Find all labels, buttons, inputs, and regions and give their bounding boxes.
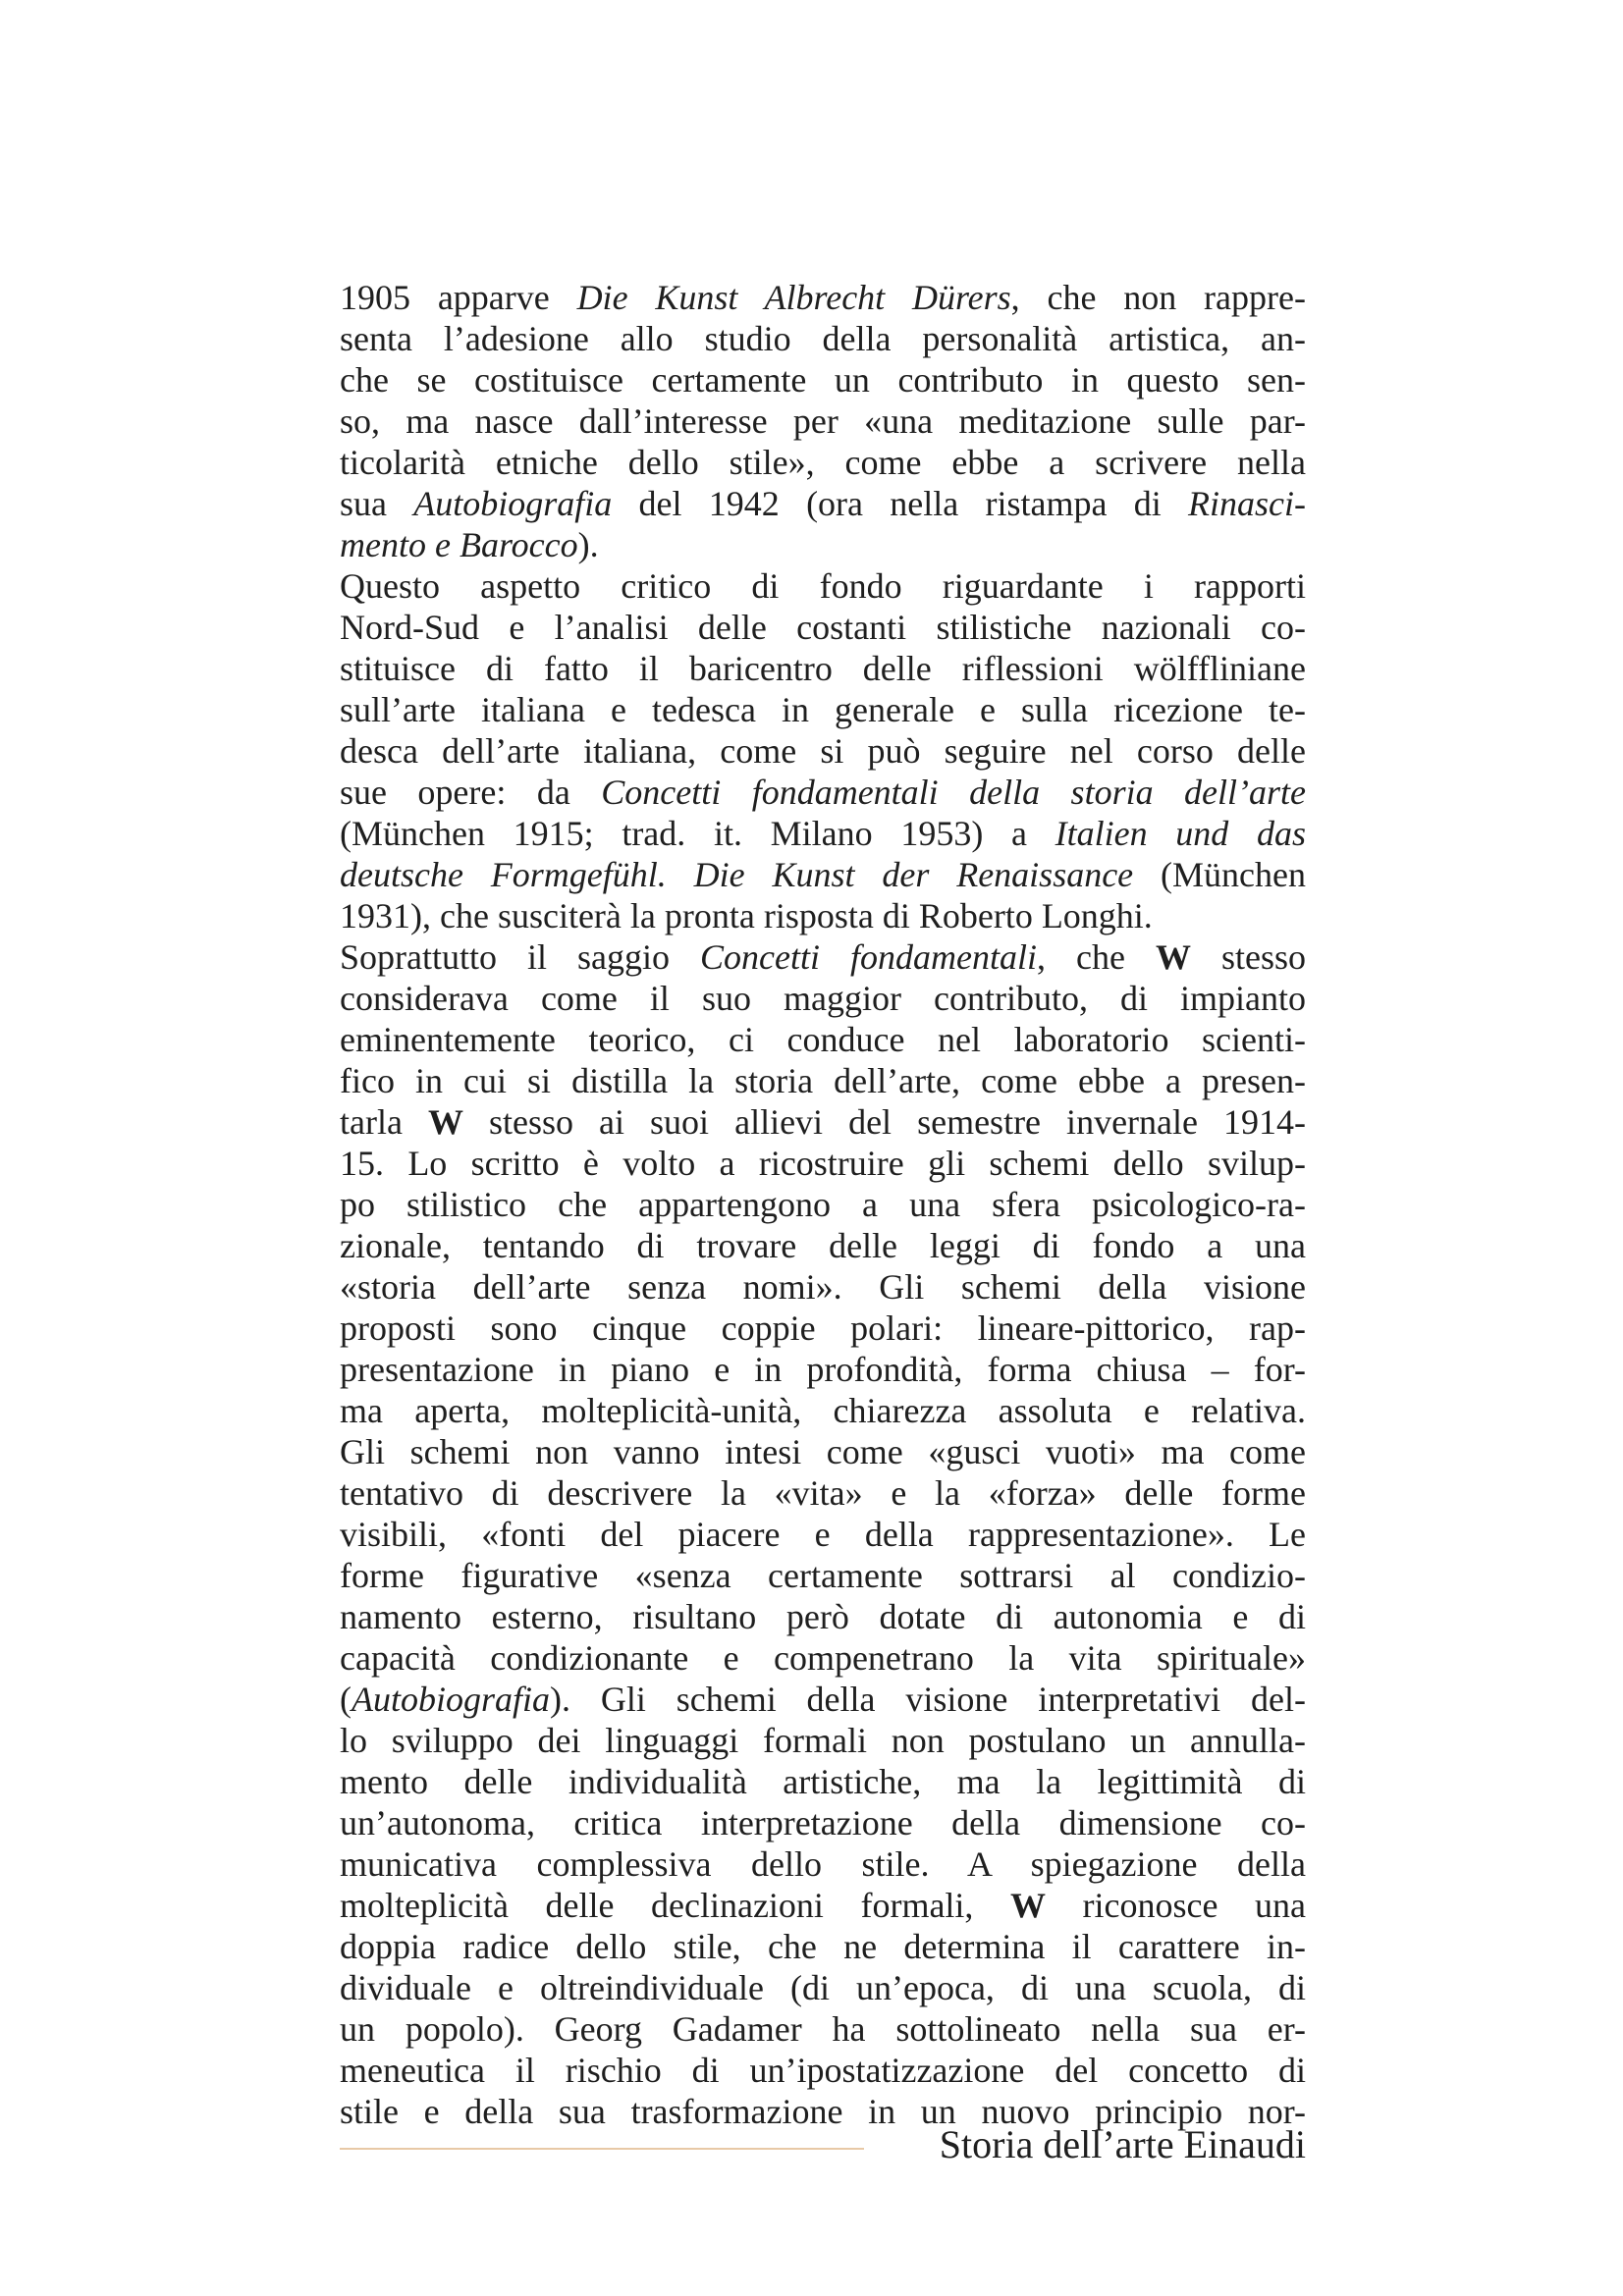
text-line [340,1720,1306,1761]
text-run: Nord-Sud e l’analisi delle costanti stilistiche nazionali co- [340,608,1306,647]
text-run: po stilistico che appartengono a una sfera psicologico-ra- [340,1185,1306,1224]
text-line [340,1843,1306,1885]
text-line [340,1967,1306,2008]
text-run: stile e della sua trasformazione in un nuovo principio nor- [340,2092,1306,2131]
text-line [340,1143,1306,1184]
text-line [340,524,1306,565]
text-run: ( [340,1680,352,1719]
italic-title: mento e Barocco [340,525,578,564]
text-line [340,978,1306,1019]
text-run: dividuale e oltreindividuale (di un’epoca, di una scuola, di [340,1968,1306,2007]
body-text [340,277,1306,2132]
text-line [340,318,1306,359]
text-run: capacità condizionante e compenetrano la vita spirituale» [340,1638,1306,1678]
text-line [340,1390,1306,1431]
text-run: ticolarità etniche dello stile», come ebbe a scrivere nella [340,443,1306,482]
text-run: so, ma nasce dall’interesse per «una meditazione sulle par- [340,401,1306,441]
italic-title: Concetti fondamentali della storia dell’arte [601,773,1306,812]
text-run: eminentemente teorico, ci conduce nel laboratorio scienti- [340,1020,1306,1059]
italic-title: Autobiografia [352,1680,551,1719]
text-run: , che [1036,937,1156,977]
text-run: un popolo). Georg Gadamer ha sottolineato nella sua er- [340,2009,1306,2049]
text-line [340,359,1306,400]
text-run: Gli schemi non vanno intesi come «gusci vuoti» ma come [340,1432,1306,1471]
text-line [340,648,1306,689]
text-line [340,483,1306,524]
text-line [340,854,1306,895]
text-line [340,1431,1306,1472]
text-line [340,895,1306,936]
text-run: tarla [340,1102,428,1142]
text-line [340,1266,1306,1308]
text-run: ). Gli schemi della visione interpretativi del- [550,1680,1306,1719]
text-line [340,772,1306,813]
footer-rule [340,2148,864,2150]
text-line [340,1225,1306,1266]
text-run: sua [340,484,414,523]
text-run: lo sviluppo dei linguaggi formali non postulano un annulla- [340,1721,1306,1760]
italic-title: Die Kunst Albrecht Dürers [576,278,1011,317]
text-run: desca dell’arte italiana, come si può seguire nel corso delle [340,731,1306,771]
text-line [340,1308,1306,1349]
text-line [340,442,1306,483]
text-run: Questo aspetto critico di fondo riguardante i rapporti [340,566,1306,606]
text-run: municativa complessiva dello stile. A spiegazione della [340,1844,1306,1884]
text-line [340,730,1306,772]
text-run: namento esterno, risultano però dotate di autonomia e di [340,1597,1306,1636]
text-line [340,1885,1306,1926]
text-run: 1905 apparve [340,278,577,317]
text-run: molteplicità delle declinazioni formali, [340,1886,1010,1925]
author-initial: W [1155,937,1191,977]
author-initial: W [1009,1886,1046,1925]
footer-series-title: Storia dell’arte Einaudi [939,2122,1306,2166]
text-line [340,1060,1306,1101]
text-line [340,1802,1306,1843]
text-run: senta l’adesione allo studio della personalità artistica, an- [340,319,1306,358]
text-run: che se costituisce certamente un contributo in questo sen- [340,360,1306,400]
text-line [340,1101,1306,1143]
text-line [340,277,1306,318]
text-line [340,2008,1306,2050]
text-line [340,565,1306,607]
text-line [340,1555,1306,1596]
text-line [340,400,1306,442]
text-run: 15. Lo scritto è volto a ricostruire gli schemi dello svilup- [340,1144,1306,1183]
text-line [340,2050,1306,2091]
text-run: stesso ai suoi allievi del semestre invernale 1914- [462,1102,1307,1142]
text-run: mento delle individualità artistiche, ma la legittimità di [340,1762,1306,1801]
text-run: un’autonoma, critica interpretazione della dimensione co- [340,1803,1306,1842]
text-run: meneutica il rischio di un’ipostatizzazione del concetto di [340,2051,1306,2090]
text-run: Soprattutto il saggio [340,937,701,977]
italic-title: Rinasci- [1188,484,1306,523]
text-line [340,1679,1306,1720]
text-line [340,813,1306,854]
text-line [340,1184,1306,1225]
text-line [340,1637,1306,1679]
italic-title: Italien und das [1055,814,1306,853]
text-run: stesso [1190,937,1306,977]
text-run: sue opere: da [340,773,602,812]
text-line [340,1761,1306,1802]
text-run: riconosce una [1045,1886,1306,1925]
italic-title: Concetti fondamentali [700,937,1037,977]
text-line [340,1019,1306,1060]
text-line [340,607,1306,648]
text-line [340,1596,1306,1637]
text-run: fico in cui si distilla la storia dell’arte, come ebbe a presen- [340,1061,1306,1100]
text-run: (München [1133,855,1306,894]
text-run: doppia radice dello stile, che ne determina il carattere in- [340,1927,1306,1966]
text-line [340,1472,1306,1514]
text-run: stituisce di fatto il baricentro delle riflessioni wölffliniane [340,649,1306,688]
text-run: tentativo di descrivere la «vita» e la «forza» delle forme [340,1473,1306,1513]
text-run: forme figurative «senza certamente sottrarsi al condizio- [340,1556,1306,1595]
text-line [340,689,1306,730]
italic-title: deutsche Formgefühl. Die Kunst der Renaissance [340,855,1134,894]
text-line [340,1514,1306,1555]
text-run: proposti sono cinque coppie polari: lineare-pittorico, rap- [340,1308,1306,1348]
text-run: presentazione in piano e in profondità, forma chiusa – for- [340,1350,1306,1389]
text-run: «storia dell’arte senza nomi». Gli schemi della visione [340,1267,1306,1307]
text-run: ). [577,525,599,564]
text-run: 1931), che susciterà la pronta risposta di Roberto Longhi. [340,896,1153,935]
text-run: visibili, «fonti del piacere e della rappresentazione». Le [340,1515,1306,1554]
text-run: zionale, tentando di trovare delle leggi di fondo a una [340,1226,1306,1265]
text-run: considerava come il suo maggior contributo, di impianto [340,979,1306,1018]
text-run: ma aperta, molteplicità-unità, chiarezza assoluta e relativa. [340,1391,1306,1430]
author-initial: W [427,1102,463,1142]
text-run: (München 1915; trad. it. Milano 1953) a [340,814,1055,853]
italic-title: Autobiografia [413,484,613,523]
text-run: sull’arte italiana e tedesca in generale e sulla ricezione te- [340,690,1306,729]
text-run: del 1942 (ora nella ristampa di [612,484,1189,523]
text-run: , che non rappre- [1010,278,1306,317]
text-line [340,1349,1306,1390]
text-line [340,936,1306,978]
text-line [340,1926,1306,1967]
